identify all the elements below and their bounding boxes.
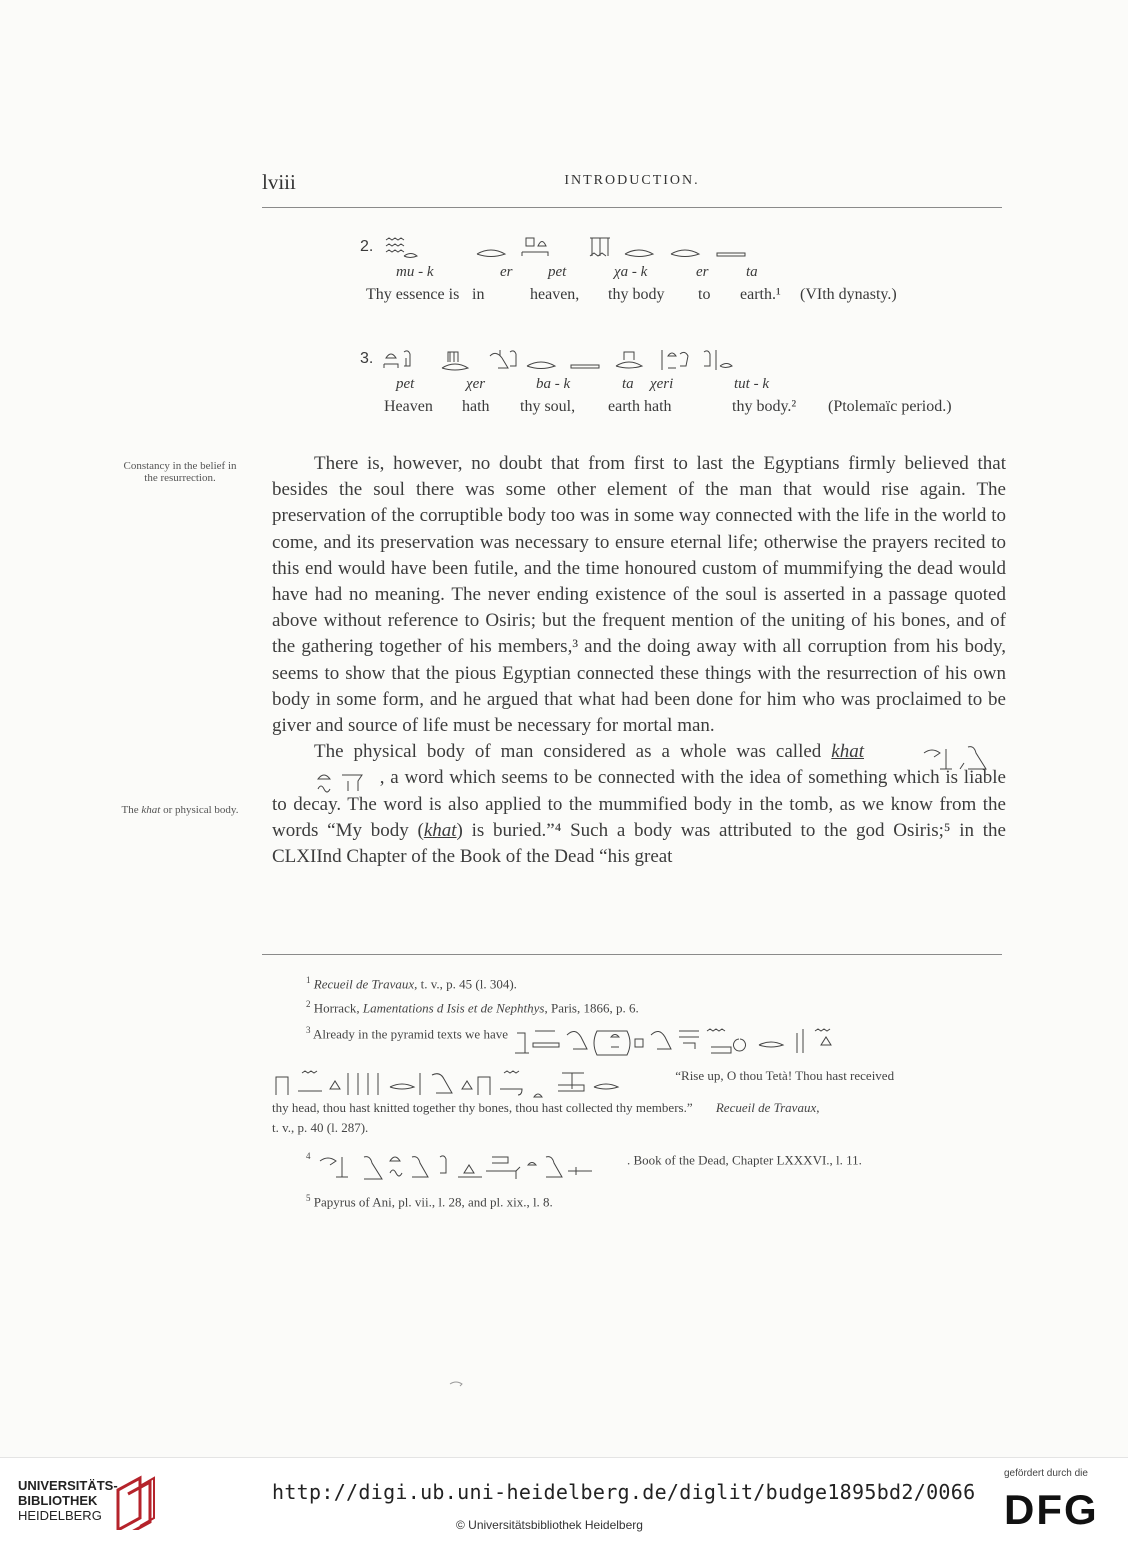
- example-2: [360, 228, 1020, 318]
- footnote-comma: ,: [816, 1100, 820, 1115]
- paragraph-text: ) is buried.”⁴ Such a body was attributed to the god Osiris;⁵ in the CLXIInd Chapter of the Book of the Dead “his great: [272, 819, 1006, 868]
- footnote-number: 1: [306, 975, 311, 985]
- sidenote-term: khat: [141, 804, 161, 816]
- copyright-notice: © Universitätsbibliothek Heidelberg: [456, 1518, 643, 1532]
- translit-word: er: [696, 264, 709, 280]
- footnote-title: Recueil de Travaux: [715, 1100, 817, 1115]
- library-stamp-mark: [448, 1380, 464, 1390]
- translation-word: (Ptolemaïc period.): [828, 398, 952, 415]
- hieroglyph-land: [568, 348, 602, 372]
- footnote-number: 3: [306, 1025, 311, 1035]
- hieroglyph-sky: [518, 236, 552, 260]
- translation-word: heaven,: [530, 286, 580, 303]
- translation-word: hath: [462, 398, 490, 415]
- footnote-number: 5: [306, 1193, 311, 1203]
- footnote-2: [306, 994, 1040, 1018]
- translation-word: thy body: [608, 286, 665, 303]
- footnote-number: 2: [306, 999, 311, 1009]
- library-name: [18, 1478, 118, 1523]
- sidenote-text: or physical body.: [163, 804, 239, 816]
- term-khat: khat: [423, 819, 457, 841]
- hieroglyph-line: [382, 228, 748, 260]
- header-rule: [262, 207, 1002, 208]
- footnote-text: thy head, thou hast knitted together thy bones, thou hast collected thy members.”: [272, 1100, 693, 1115]
- translation-word: to: [698, 286, 711, 303]
- hieroglyph-line: [382, 340, 734, 372]
- footnote-3-line1: [306, 1020, 1040, 1045]
- paragraph-2: [272, 739, 1006, 870]
- page-header: [262, 170, 1002, 200]
- dfg-logo[interactable]: DFG: [1004, 1486, 1099, 1533]
- hieroglyph-body-det: [700, 348, 734, 372]
- footnote-5: [306, 1188, 1040, 1212]
- hieroglyph-ba-bird: [486, 348, 520, 372]
- translit-word: pet: [548, 264, 567, 280]
- translation-word: Heaven: [384, 398, 433, 415]
- hieroglyph-water-mouth: [384, 236, 418, 260]
- page-number: lviii: [262, 170, 296, 194]
- footnote-number: 4: [306, 1151, 311, 1161]
- translation-word: thy soul,: [520, 398, 576, 415]
- translit-word: mu - k: [396, 264, 434, 280]
- hieroglyph-tut: [658, 348, 692, 372]
- sidenote-constancy: Constancy in the belief in the resurrection.: [123, 460, 237, 484]
- footnotes: [272, 966, 1006, 1216]
- footnote-3-line2: [272, 1066, 1006, 1087]
- footnote-text: Papyrus of Ani, pl. vii., l. 28, and pl. xix., l. 8.: [313, 1194, 553, 1210]
- sidenote-khat: [120, 804, 240, 816]
- hieroglyph-pyramid-text-2: [272, 1067, 672, 1087]
- sidenote-text: The: [121, 804, 139, 816]
- hieroglyph-mouth: [474, 236, 508, 260]
- library-line-1: UNIVERSITÄTS-: [18, 1478, 118, 1493]
- hieroglyph-body: [586, 236, 620, 260]
- footnote-3-line4: t. v., p. 40 (l. 287).: [272, 1120, 369, 1135]
- hieroglyph-pyramid-text: [511, 1025, 911, 1045]
- footnote-quote: “Rise up, O thou Tetà! Thou hast received: [675, 1068, 895, 1083]
- hieroglyph-mouth: [622, 236, 656, 260]
- translit-word: er: [500, 264, 513, 280]
- hieroglyph-head: [612, 348, 646, 372]
- hieroglyph-khat: [874, 743, 1006, 763]
- translit-word: ba - k: [536, 376, 571, 392]
- translit-word: tut - k: [734, 376, 769, 392]
- paragraph-1: There is, however, no doubt that from first to last the Egyptians firmly believed that besides the soul there was some other element of the man that would rise again. The preservation of the corruptible body too was in some way connected with the life in the world to come, and its preservation was necessary to ensure eternal life; otherwise the prayers recited to this end would have been futile, and the time honoured custom of mummifying the dead would have had no meaning. The never ending existence of the soul is asserted in a passage quoted above without reference to Osiris; but the frequent mention of the uniting of his bones, and of the gathering together of his members,³ and the doing away with all corruption from his body, seems to show that the pious Egyptian connected these things with the resurrection of his own body in some form, and he argued that what had been done for him who was proclaimed to be giver and source of life must be necessary for mortal man.: [272, 453, 1006, 737]
- library-line-2: BIBLIOTHEK: [18, 1493, 98, 1508]
- translation-word: Thy essence is: [366, 286, 460, 303]
- permalink-url[interactable]: http://digi.ub.uni-heidelberg.de/diglit/budge1895bd2/0066: [272, 1480, 976, 1504]
- translation-word: earth.¹: [740, 286, 781, 303]
- translit-word: ta: [746, 264, 758, 280]
- footnote-1: [306, 970, 1040, 994]
- footnote-4: [306, 1146, 1040, 1171]
- term-khat: khat: [831, 741, 864, 763]
- hieroglyph-mouth: [668, 236, 702, 260]
- paragraph-text: , a word which seems to be connected with the idea of something which is liable to decay. The word is also applied to the mummified body in the tomb, as we know from the words “My body (: [272, 767, 1006, 841]
- footnote-title: Lamentations d Isis et de Nephthys: [362, 1000, 545, 1016]
- body-text: [272, 451, 1006, 870]
- hieroglyph-sky: [382, 348, 416, 372]
- translation-word: thy body.²: [732, 398, 797, 415]
- footnote-text: Already in the pyramid texts we have: [313, 1026, 508, 1042]
- translit-word: pet: [396, 376, 415, 392]
- example-3: [360, 340, 1020, 430]
- hieroglyph-buried: [314, 1151, 624, 1171]
- running-head: INTRODUCTION.: [564, 173, 700, 188]
- example-number: 3.: [360, 350, 374, 367]
- footnote-text: . Book of the Dead, Chapter LXXXVI., l. 11.: [627, 1152, 862, 1168]
- translit-word: χer: [466, 376, 486, 392]
- footnote-text: , Paris, 1866, p. 6.: [544, 1000, 639, 1016]
- hieroglyph-khat-det: [272, 769, 374, 789]
- example-number: 2.: [360, 238, 374, 255]
- hieroglyph-land: [714, 236, 748, 260]
- footnote-rule: [262, 954, 1002, 955]
- translation-word: earth hath: [608, 398, 672, 415]
- paragraph-text: The physical body of man considered as a whole was called: [314, 741, 822, 763]
- hieroglyph-mouth: [524, 348, 558, 372]
- translit-word: χa - k: [614, 264, 648, 280]
- footnote-3-line3: [272, 1098, 1006, 1118]
- library-logo-icon[interactable]: [114, 1474, 158, 1530]
- translit-word: ta: [622, 376, 634, 392]
- hieroglyph-head: [438, 348, 472, 372]
- footnote-text: Horrack,: [313, 1000, 360, 1016]
- translation-word: in: [472, 286, 485, 303]
- footer-bar: [0, 1457, 1128, 1544]
- translation-word: (VIth dynasty.): [800, 286, 897, 303]
- footnote-title: Recueil de Travaux: [313, 976, 415, 992]
- footnote-text: , t. v., p. 45 (l. 304).: [414, 976, 517, 992]
- funded-by-label: gefördert durch die: [1004, 1468, 1088, 1479]
- library-line-3: HEIDELBERG: [18, 1508, 102, 1523]
- translit-word: χeri: [650, 376, 674, 392]
